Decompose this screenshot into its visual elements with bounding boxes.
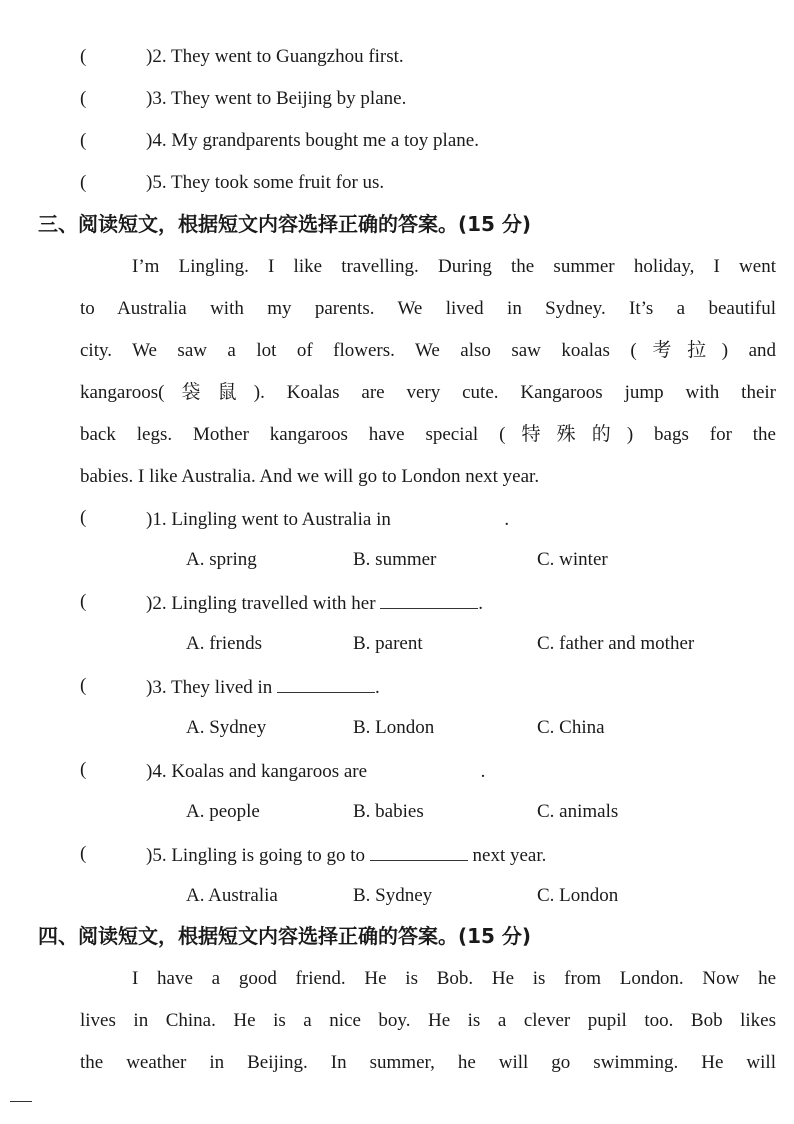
answer-paren[interactable]: ( xyxy=(80,843,87,864)
answer-paren[interactable]: ( xyxy=(80,46,87,67)
passage-line: babies. I like Australia. And we will go to London next year. xyxy=(80,466,540,487)
option-c: C. winter xyxy=(537,549,608,570)
option-c: C. animals xyxy=(537,801,619,822)
option-a: A. Australia xyxy=(186,885,278,906)
passage-text: I’m Lingling. I like travelling. During the summer holiday, I went xyxy=(132,256,776,277)
answer-blank[interactable] xyxy=(380,590,478,609)
option-a: A. Sydney xyxy=(186,717,267,738)
section-4-heading: 四、阅读短文，根据短文内容选择正确的答案。(15 分) xyxy=(38,924,532,948)
question-3 xyxy=(146,674,380,700)
page-edge-mark xyxy=(10,1101,32,1102)
option-b: B. babies xyxy=(353,801,424,822)
question-5 xyxy=(146,842,546,868)
question-stem: )2. Lingling travelled with her xyxy=(146,593,376,614)
option-b: B. Sydney xyxy=(353,885,433,906)
option-c: C. London xyxy=(537,885,619,906)
option-b: B. London xyxy=(353,717,435,738)
option-b: B. summer xyxy=(353,549,437,570)
answer-blank[interactable] xyxy=(277,674,375,693)
passage-text: I have a good friend. He is Bob. He is from London. Now he xyxy=(132,968,776,989)
question-stem: )4. Koalas and kangaroos are xyxy=(146,761,368,782)
question-end: . xyxy=(478,593,484,614)
passage-line xyxy=(80,246,776,288)
question-end: . xyxy=(375,677,380,698)
passage-line: kangaroos(袋鼠). Koalas are very cute. Kangaroos jump with their xyxy=(80,382,776,403)
answer-paren[interactable]: ( xyxy=(80,130,87,151)
answer-blank[interactable] xyxy=(372,758,476,777)
true-false-item: )2. They went to Guangzhou first. xyxy=(146,46,404,67)
question-end: . xyxy=(480,761,486,782)
true-false-item: )4. My grandparents bought me a toy plane. xyxy=(146,130,479,151)
question-stem: )3. They lived in xyxy=(146,677,273,698)
answer-paren[interactable]: ( xyxy=(80,507,87,528)
passage-line xyxy=(80,958,776,1000)
passage-line: city. We saw a lot of flowers. We also saw koalas (考拉) and xyxy=(80,340,776,361)
question-2 xyxy=(146,590,483,616)
question-1 xyxy=(146,506,509,532)
question-4 xyxy=(146,758,485,784)
passage-line: back legs. Mother kangaroos have special (特殊的) bags for the xyxy=(80,424,776,445)
section-3-heading: 三、阅读短文，根据短文内容选择正确的答案。(15 分) xyxy=(38,212,532,236)
option-a: A. people xyxy=(186,801,260,822)
true-false-item: )5. They took some fruit for us. xyxy=(146,172,385,193)
question-stem: )5. Lingling is going to go to xyxy=(146,845,366,866)
answer-paren[interactable]: ( xyxy=(80,88,87,109)
option-b: B. parent xyxy=(353,633,423,654)
option-c: C. China xyxy=(537,717,605,738)
passage-line: lives in China. He is a nice boy. He is a clever pupil too. Bob likes xyxy=(80,1010,776,1031)
passage-line: to Australia with my parents. We lived in Sydney. It’s a beautiful xyxy=(80,298,776,319)
answer-paren[interactable]: ( xyxy=(80,759,87,780)
answer-blank[interactable] xyxy=(396,506,500,525)
answer-blank[interactable] xyxy=(370,842,468,861)
option-a: A. friends xyxy=(186,633,262,654)
option-a: A. spring xyxy=(186,549,257,570)
answer-paren[interactable]: ( xyxy=(80,172,87,193)
question-stem: )1. Lingling went to Australia in xyxy=(146,509,391,530)
true-false-item: )3. They went to Beijing by plane. xyxy=(146,88,407,109)
option-c: C. father and mother xyxy=(537,633,695,654)
question-end: next year. xyxy=(472,845,547,866)
passage-line: the weather in Beijing. In summer, he will go swimming. He will xyxy=(80,1052,776,1073)
question-end: . xyxy=(504,509,510,530)
answer-paren[interactable]: ( xyxy=(80,591,87,612)
answer-paren[interactable]: ( xyxy=(80,675,87,696)
